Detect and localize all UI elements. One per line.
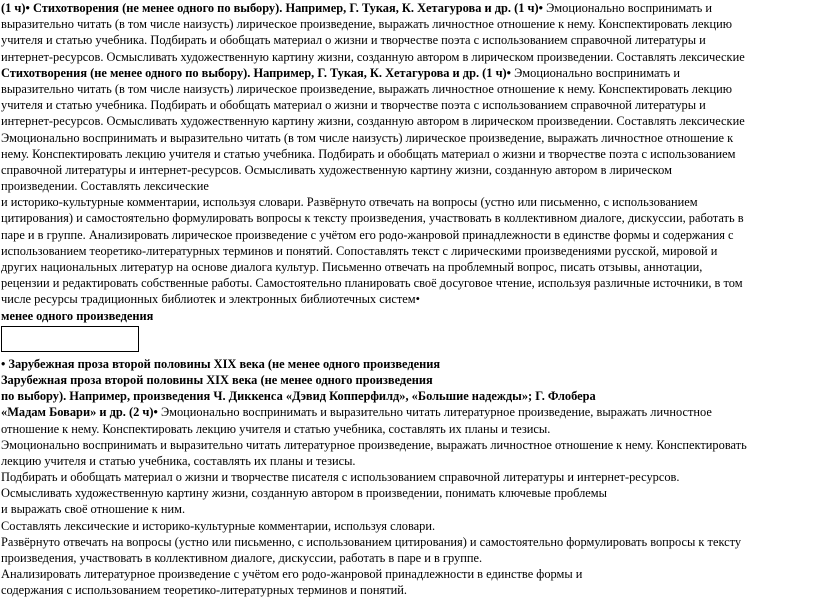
body-text: лекцию учителя и статью учебника, составлять их планы и тезисы. [1,453,356,468]
text-line [1,356,816,372]
text-line [1,518,816,534]
text-block-poetry [1,0,816,324]
text-line [1,550,816,566]
body-text: цитирования) и самостоятельно формулировать вопросы к тексту произведения, участвовать в коллективном диалоге, дискуссии, работать в [1,211,744,226]
body-text: Осмысливать художественную картину жизни, созданную автором в произведении, понимать ключевые проблемы [1,486,607,501]
text-line [1,0,816,16]
body-text: и выражать своё отношение к ним. [1,502,186,517]
body-text: учителя и статью учебника. Подбирать и обобщать материал о жизни и творчестве поэта с использованием справочной литературы и [1,33,706,48]
body-text: выразительно читать (в том числе наизусть) лирическое произведение, выражать личностное отношение к нему. Конспектировать лекцию [1,81,733,96]
body-text: Эмоционально воспринимать и выразительно читать литературное произведение, выражать личностное [157,405,712,420]
empty-table-cell [1,326,139,352]
bold-heading-text: менее одного произведения [1,308,154,323]
text-line [1,485,816,501]
text-line [1,194,816,210]
body-text: паре и в группе. Анализировать лирическое произведение с учётом его родо-жанровой принадлежности в единстве формы и содержания с [1,227,734,242]
body-text: других национальных литератур на основе диалога культур. Письменно отвечать на проблемный вопрос, писать отзывы, аннотации, [1,260,703,274]
body-text: Анализировать литературное произведение с учётом его родо-жанровой принадлежности в единстве формы и [1,567,583,582]
text-line [1,372,816,388]
body-text: содержания с использованием теоретико-литературных терминов и понятий. [1,583,407,598]
body-text: отношение к нему. Конспектировать лекцию учителя и статью учебника, составлять их планы и тезисы. [1,421,551,436]
text-line [1,534,816,550]
body-text: Эмоционально воспринимать и [543,1,712,15]
bold-heading-text: по выбору). Например, произведения Ч. Диккенса «Дэвид Копперфилд», «Большие надежды»; Г. Флобера [1,389,596,404]
body-text: справочной литературы и интернет-ресурсов. Осмысливать художественную картину жизни, созданную автором в лирическом [1,162,672,177]
text-block-foreign-prose [1,356,816,599]
text-line [1,97,816,113]
bold-heading-text: Зарубежная проза второй половины XIX века (не менее одного произведения [1,372,433,387]
body-text: Развёрнуто отвечать на вопросы (устно или письменно, с использованием цитирования) и самостоятельно формулировать вопросы к тексту [1,534,742,549]
text-line [1,275,816,291]
text-line [1,210,816,226]
text-line [1,453,816,469]
text-line [1,291,816,307]
text-line [1,259,816,275]
text-line [1,162,816,178]
text-line [1,65,816,81]
text-line [1,437,816,453]
text-line [1,243,816,259]
text-line [1,81,816,97]
bold-heading-text: «Мадам Бовари» и др. (2 ч)• [1,405,158,420]
body-text: интернет-ресурсов. Осмысливать художественную картину жизни, созданную автором в лирическом произведении. Составлять лексические [1,49,745,64]
text-line [1,49,816,65]
text-line [1,16,816,32]
text-line [1,308,816,324]
text-line [1,178,816,194]
body-text: числе ресурсы традиционных библиотек и электронных библиотечных систем• [1,292,420,307]
text-line [1,566,816,582]
body-text: использованием теоретико-литературных терминов и понятий. Сопоставлять текст с лирическими произведениями русской, мировой и [1,243,718,258]
text-line [1,146,816,162]
text-line [1,404,816,420]
bold-heading-text: Стихотворения (не менее одного по выбору). Например, Г. Тукая, К. Хетагурова и др. (1 ч)• [1,65,512,80]
body-text: произведении. Составлять лексические [1,179,209,194]
body-text: и историко-культурные комментарии, используя словари. Развёрнуто отвечать на вопросы (устно или письменно, с использованием [1,195,698,210]
body-text: рецензии и редактировать собственные работы. Самостоятельно планировать своё досуговое чтение, используя различные источники, в том [1,276,743,291]
text-line [1,113,816,129]
body-text: произведения, участвовать в коллективном диалоге, дискуссии, работать в паре и в группе. [1,551,483,565]
body-text: Эмоционально воспринимать и [511,65,681,80]
text-line [1,388,816,404]
text-line [1,227,816,243]
bold-heading-text: • Зарубежная проза второй половины XIX века (не менее одного произведения [1,356,441,371]
bold-heading-text: (1 ч)• Стихотворения (не менее одного по выбору). Например, Г. Тукая, К. Хетагурова и др. (1 ч)• [1,1,543,15]
text-line [1,469,816,485]
body-text: выразительно читать (в том числе наизусть) лирическое произведение, выражать личностное отношение к нему. Конспектировать лекцию [1,17,733,32]
body-text: Подбирать и обобщать материал о жизни и творчестве писателя с использованием справочной литературы и интернет-ресурсов. [1,470,680,485]
text-line [1,421,816,437]
text-line [1,582,816,598]
body-text: нему. Конспектировать лекцию учителя и статью учебника. Подбирать и обобщать материал о жизни и творчестве поэта с использованием [1,146,736,161]
text-line [1,32,816,48]
body-text: учителя и статью учебника. Подбирать и обобщать материал о жизни и творчестве поэта с использованием справочной литературы и [1,98,706,113]
body-text: Эмоционально воспринимать и выразительно читать (в том числе наизусть) лирическое произведение, выражать личностное отношение к [1,130,734,145]
body-text: Составлять лексические и историко-культурные комментарии, используя словари. [1,518,436,533]
body-text: интернет-ресурсов. Осмысливать художественную картину жизни, созданную автором в лирическом произведении. Составлять лексические [1,114,745,129]
text-line [1,501,816,517]
body-text: Эмоционально воспринимать и выразительно читать литературное произведение, выражать личностное отношение к нему. Конспектировать [1,437,747,452]
text-line [1,130,816,146]
